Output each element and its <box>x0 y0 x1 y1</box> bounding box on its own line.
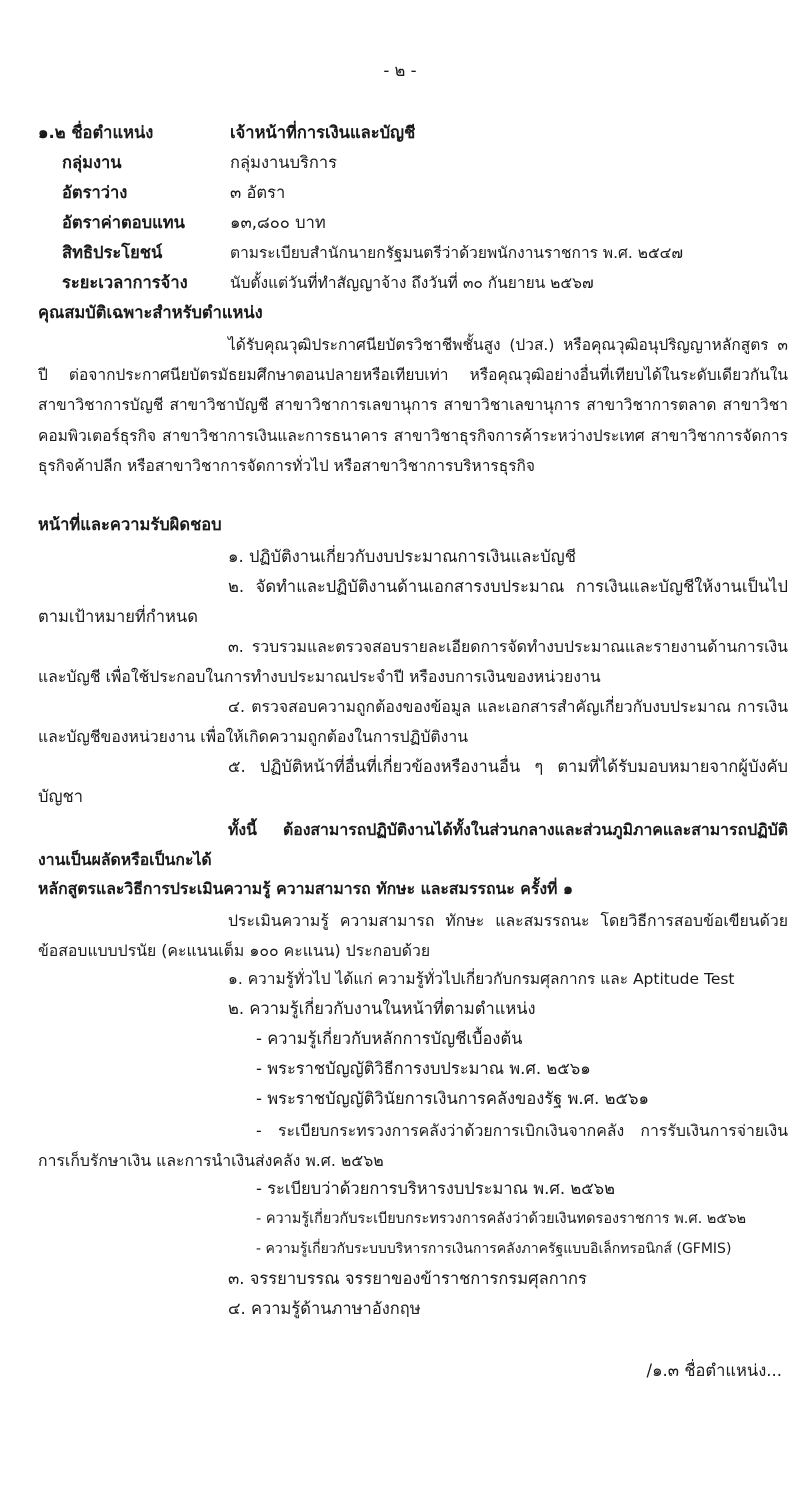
qualifications-text: ได้รับคุณวุฒิประกาศนียบัตรวิชาชีพชั้นสูง (ปวส.) หรือคุณวุฒิอนุปริญญาหลักสูตร ๓ ปี ต่อจากประกาศนียบัตรมัธยมศึกษาตอนปลายหรือเทียบเท่า หรือคุณวุฒิอย่างอื่นที่เทียบได้ในระดับเดียวกันในสาขาวิชาการบัญชี สาขาวิชาบัญชี สาขาวิชาการเลขานุการ สาขาวิชาเลขานุการ สาขาวิชาการตลาด สาขาวิชาคอมพิวเตอร์ธุรกิจ สาขาวิชาการเงินและการธนาคาร สาขาวิชาธุรกิจการค้าระหว่างประเทศ สาขาวิชาการจัดการธุรกิจค้าปลีก หรือสาขาวิชาการจัดการทั่วไป หรือสาขาวิชาการบริหารธุรกิจ <box>38 336 788 475</box>
field-label-salary: อัตราค่าตอบแทน <box>62 213 185 232</box>
field-label-employment-period: ระยะเวลาการจ้าง <box>62 273 188 292</box>
duty-item: ๔. ตรวจสอบความถูกต้องของข้อมูล และเอกสารสำคัญเกี่ยวกับงบประมาณ การเงินและบัญชีของหน่วยงาน เพื่อให้เกิดความถูกต้องในการปฏิบัติงาน <box>38 697 788 747</box>
assessment-item-2: ๒. ความรู้เกี่ยวกับงานในหน้าที่ตามตำแหน่ง <box>228 999 536 1018</box>
assessment-item-3: ๓. จรรยาบรรณ จรรยาของข้าราชการกรมศุลกากร <box>228 1269 587 1288</box>
assessment-sub-item: - พระราชบัญญัติวิธีการงบประมาณ พ.ศ. ๒๕๖๑ <box>256 1059 591 1078</box>
field-label-benefits: สิทธิประโยชน์ <box>62 243 163 262</box>
duties-note: ทั้งนี้ ต้องสามารถปฏิบัติงานได้ทั้งในส่วนกลางและส่วนภูมิภาคและสามารถปฏิบัติงานเป็นผลัดหรือเป็นกะได้ <box>38 820 788 870</box>
next-page-continuation: /๑.๓ ชื่อตำแหน่ง... <box>646 1361 782 1380</box>
assessment-sub-item: - ความรู้เกี่ยวกับระเบียบกระทรวงการคลังว่าด้วยเงินทดรองราชการ พ.ศ. ๒๕๖๒ <box>256 1211 747 1227</box>
assessment-sub-item: - ความรู้เกี่ยวกับระบบบริหารการเงินการคลังภาครัฐแบบอิเล็กทรอนิกส์ (GFMIS) <box>256 1241 732 1257</box>
qualifications-heading: คุณสมบัติเฉพาะสำหรับตำแหน่ง <box>38 303 263 322</box>
field-value-salary: ๑๓,๘๐๐ บาท <box>230 213 326 232</box>
duties-heading: หน้าที่และความรับผิดชอบ <box>38 515 222 534</box>
assessment-sub-item: - ระเบียบกระทรวงการคลังว่าด้วยการเบิกเงินจากคลัง การรับเงินการจ่ายเงิน การเก็บรักษาเงิน และการนำเงินส่งคลัง พ.ศ. ๒๕๖๒ <box>38 1121 788 1171</box>
field-value-group: กลุ่มงานบริการ <box>230 153 338 172</box>
position-number-label: ๑.๒ ชื่อตำแหน่ง <box>38 123 154 142</box>
assessment-sub-item: - พระราชบัญญัติวินัยการเงินการคลังของรัฐ พ.ศ. ๒๕๖๑ <box>256 1089 649 1108</box>
assessment-heading: หลักสูตรและวิธีการประเมินความรู้ ความสามารถ ทักษะ และสมรรถนะ ครั้งที่ ๑ <box>38 879 573 898</box>
field-label-group: กลุ่มงาน <box>62 153 122 172</box>
assessment-sub-item: - ความรู้เกี่ยวกับหลักการบัญชีเบื้องต้น <box>256 1029 523 1048</box>
duty-item: ๑. ปฏิบัติงานเกี่ยวกับงบประมาณการเงินและบัญชี <box>228 547 576 566</box>
assessment-sub-item: - ระเบียบว่าด้วยการบริหารงบประมาณ พ.ศ. ๒๕๖๒ <box>256 1179 616 1198</box>
field-value-benefits: ตามระเบียบสำนักนายกรัฐมนตรีว่าด้วยพนักงานราชการ พ.ศ. ๒๕๔๗ <box>230 244 684 262</box>
assessment-intro: ประเมินความรู้ ความสามารถ ทักษะ และสมรรถนะ โดยวิธีการสอบข้อเขียนด้วยข้อสอบแบบปรนัย (คะแนนเต็ม ๑๐๐ คะแนน) ประกอบด้วย <box>38 911 788 961</box>
duty-item: ๒. จัดทำและปฏิบัติงานด้านเอกสารงบประมาณ การเงินและบัญชีให้งานเป็นไปตามเป้าหมายที่กำหนด <box>38 577 788 627</box>
page-number: - ๒ - <box>383 61 417 80</box>
position-title: เจ้าหน้าที่การเงินและบัญชี <box>230 123 416 142</box>
assessment-item-1: ๑. ความรู้ทั่วไป ได้แก่ ความรู้ทั่วไปเกี่ยวกับกรมศุลกากร และ Aptitude Test <box>228 970 735 988</box>
duty-item: ๓. รวบรวมและตรวจสอบรายละเอียดการจัดทำงบประมาณและรายงานด้านการเงินและบัญชี เพื่อใช้ประกอบในการทำงบประมาณประจำปี หรืองบการเงินของหน่วยงาน <box>38 637 788 687</box>
duty-item: ๕. ปฏิบัติหน้าที่อื่นที่เกี่ยวข้องหรืองานอื่น ๆ ตามที่ได้รับมอบหมายจากผู้บังคับบัญชา <box>38 757 788 807</box>
field-label-vacancy: อัตราว่าง <box>62 183 128 202</box>
field-value-vacancy: ๓ อัตรา <box>230 183 286 202</box>
assessment-item-4: ๔. ความรู้ด้านภาษาอังกฤษ <box>228 1299 421 1318</box>
field-value-employment-period: นับตั้งแต่วันที่ทำสัญญาจ้าง ถึงวันที่ ๓๐ กันยายน ๒๕๖๗ <box>230 274 594 292</box>
